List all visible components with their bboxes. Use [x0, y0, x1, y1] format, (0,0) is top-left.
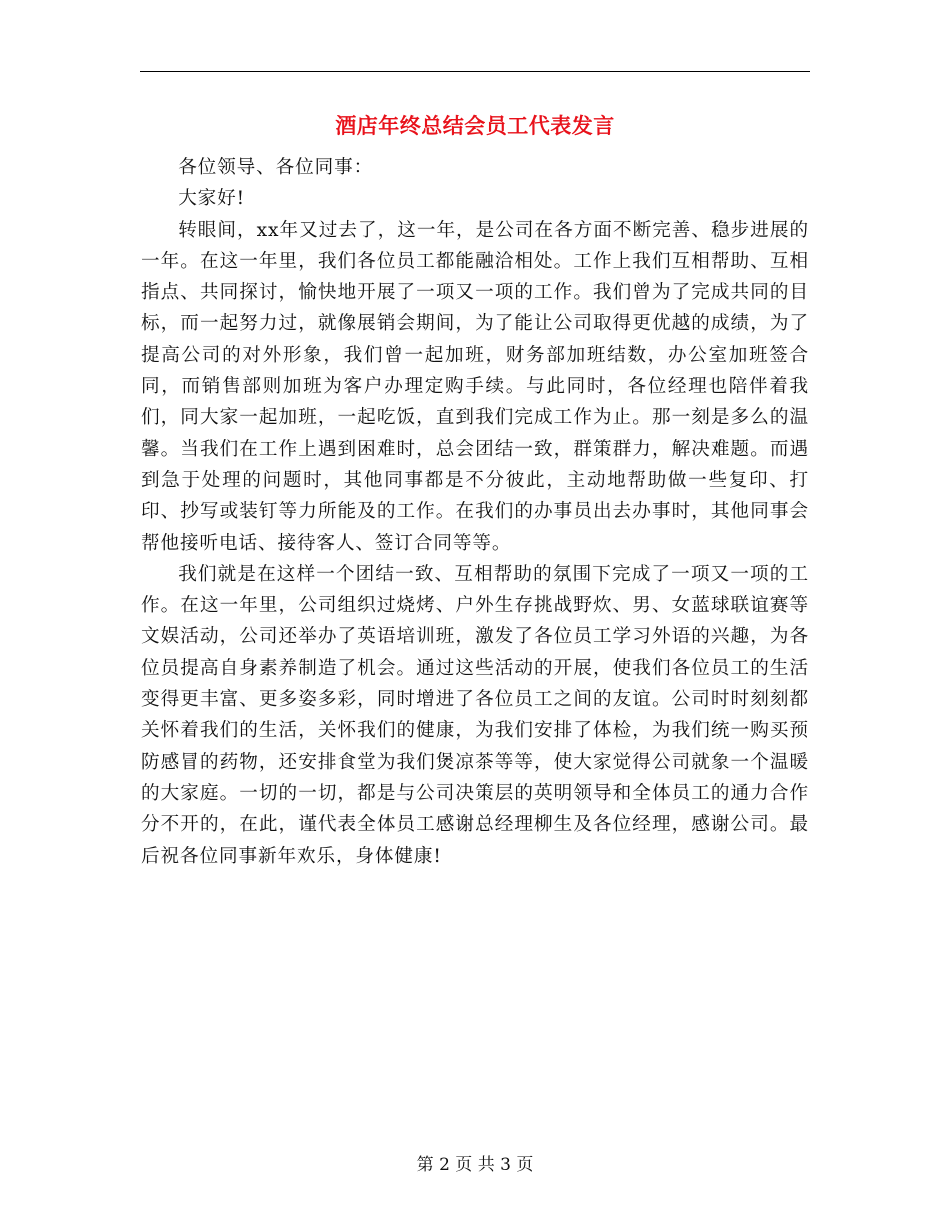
header-rule — [140, 71, 810, 72]
footer-middle: 页 共 — [455, 1155, 495, 1175]
footer-suffix: 页 — [516, 1155, 534, 1175]
greeting: 大家好! — [178, 188, 246, 210]
body-paragraph-2: 我们就是在这样一个团结一致、互相帮助的氛围下完成了一项又一项的工作。在这一年里，公司组织过烧烤、户外生存挑战野炊、男、女蓝球联谊赛等文娱活动，公司还举办了英语培训班，激发了各位员工学习外语的兴趣，为各位员提高自身素养制造了机会。通过这些活动的开展，使我们各位员工的生活变得更丰富、更多姿多彩，同时增进了各位员工之间的友谊。公司时时刻刻都关怀着我们的生活，关怀我们的健康，为我们安排了体检，为我们统一购买预防感冒的药物，还安排食堂为我们煲凉茶等等，使大家觉得公司就象一个温暖的大家庭。一切的一切，都是与公司决策层的英明领导和全体员工的通力合作分不开的，在此，谨代表全体员工感谢总经理柳生及各位经理，感谢公司。最后祝各位同事新年欢乐，身体健康! — [141, 563, 809, 867]
salutation: 各位领导、各位同事： — [178, 157, 374, 178]
footer-total-pages: 3 — [500, 1155, 511, 1175]
footer-current-page: 2 — [439, 1155, 450, 1175]
document-body — [141, 152, 809, 872]
body-paragraph-1: 转眼间，xx年又过去了，这一年，是公司在各方面不断完善、稳步进展的一年。在这一年里，我们各位员工都能融洽相处。工作上我们互相帮助、互相指点、共同探讨，愉快地开展了一项又一项的工作。我们曾为了完成共同的目标，而一起努力过，就像展销会期间，为了能让公司取得更优越的成绩，为了提高公司的对外形象，我们曾一起加班，财务部加班结数，办公室加班签合同，而销售部则加班为客户办理定购手续。与此同时，各位经理也陪伴着我们，同大家一起加班，一起吃饭，直到我们完成工作为止。那一刻是多么的温馨。当我们在工作上遇到困难时，总会团结一致，群策群力，解决难题。而遇到急于处理的问题时，其他同事都是不分彼此，主动地帮助做一些复印、打印、抄写或装钉等力所能及的工作。在我们的办事员出去办事时，其他同事会帮他接听电话、接待客人、签订合同等等。 — [141, 219, 809, 554]
footer-prefix: 第 — [416, 1155, 434, 1175]
document-title: 酒店年终总结会员工代表发言 — [335, 113, 615, 138]
page-footer — [0, 1153, 950, 1177]
